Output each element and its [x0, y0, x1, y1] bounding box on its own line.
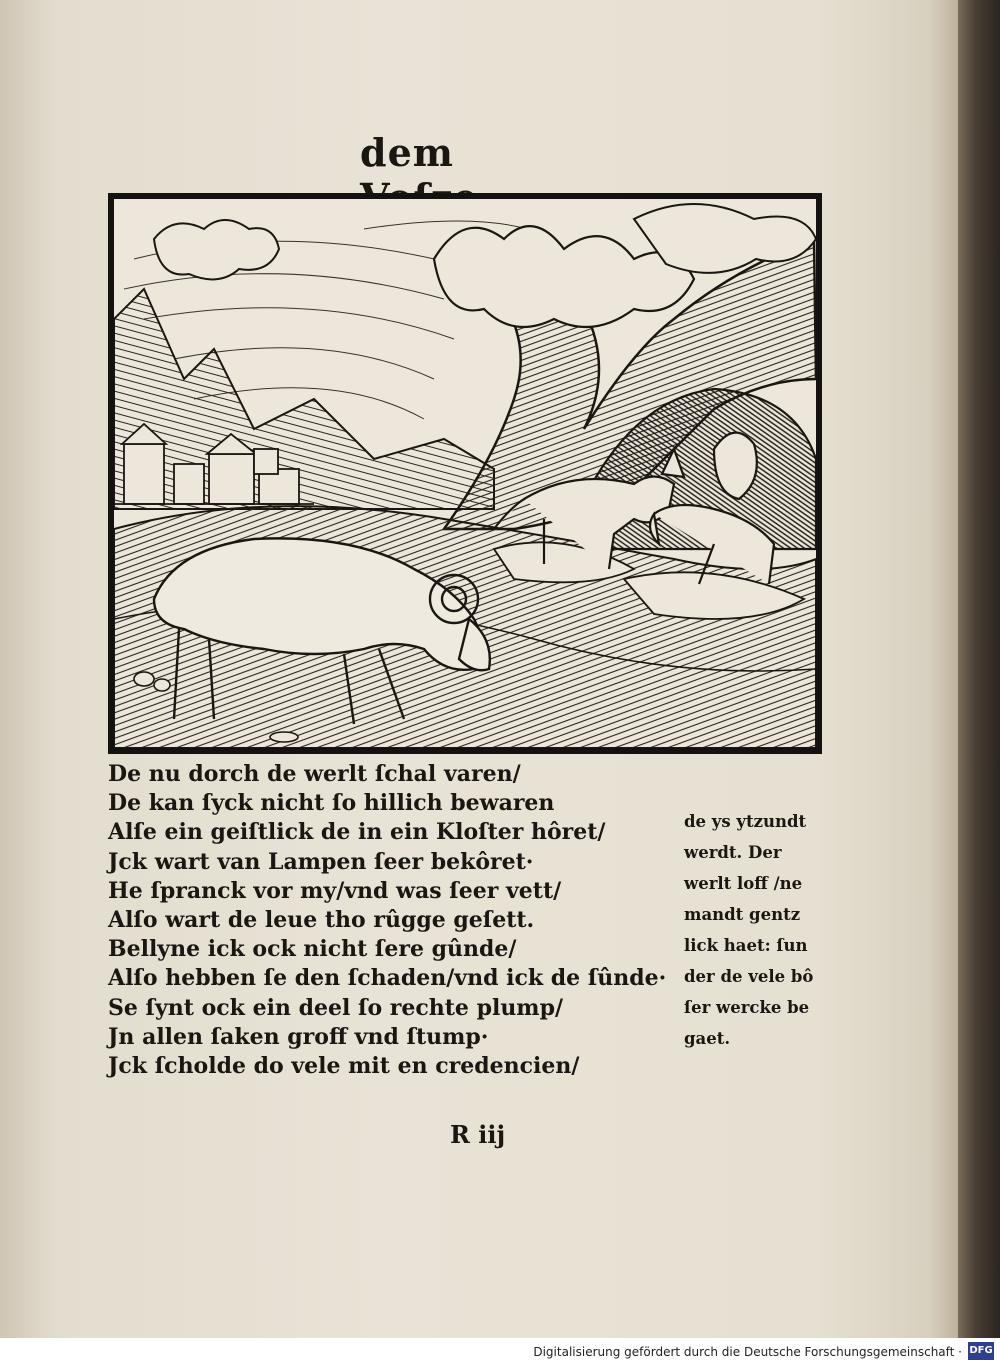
gloss-line: werlt loff /ne: [684, 874, 803, 893]
gloss-line: gaet.: [684, 1029, 731, 1048]
gloss-line: de ys ytzundt: [684, 812, 807, 831]
page-edge-shadow: [958, 0, 1000, 1338]
verse-line: Alſo wart de leue tho rûgge geſett.: [108, 907, 535, 934]
dfg-logo: DFG: [968, 1342, 994, 1360]
gloss-line: mandt gentz: [684, 905, 801, 924]
verse-block: [108, 760, 668, 1081]
verse-line: Jck ſcholde do vele mit en credencien/: [108, 1053, 580, 1080]
signature-mark: R iij: [450, 1120, 506, 1149]
verse-line: Jn allen ſaken groff vnd ſtump·: [108, 1023, 489, 1050]
verse-line: Se ſynt ock ein deel ſo rechte plump/: [108, 994, 564, 1021]
verse-line: Bellyne ick ock nicht ſere gûnde/: [108, 936, 517, 963]
verse-line: Alſo hebben ſe den ſchaden/vnd ick de ſûnde·: [108, 965, 667, 992]
page-heading: dem: [360, 130, 454, 175]
verse-line: Jck wart van Lampen ſeer bekôret·: [108, 848, 534, 875]
verse-line: De nu dorch de werlt ſchal varen/: [108, 761, 521, 787]
gloss-line: lick haet: ſun: [684, 936, 808, 955]
gloss-line: werdt. Der: [684, 843, 782, 862]
mountains: [114, 289, 494, 509]
cloud: [154, 220, 279, 279]
gloss-line: der de vele bô: [684, 967, 814, 986]
margin-gloss: [684, 806, 834, 1054]
woodcut-illustration: [108, 193, 822, 754]
verse-line: Alſe ein geiſtlick de in ein Kloſter hôret/: [108, 819, 606, 846]
verse-line: De kan ſyck nicht ſo hillich bewaren: [108, 790, 555, 817]
gloss-line: ſer wercke be: [684, 998, 810, 1017]
verse-line: He ſpranck vor my/vnd was ſeer vett/: [108, 877, 562, 904]
funding-credit: Digitalisierung gefördert durch die Deutsche Forschungsgemeinschaft ·: [533, 1345, 962, 1359]
